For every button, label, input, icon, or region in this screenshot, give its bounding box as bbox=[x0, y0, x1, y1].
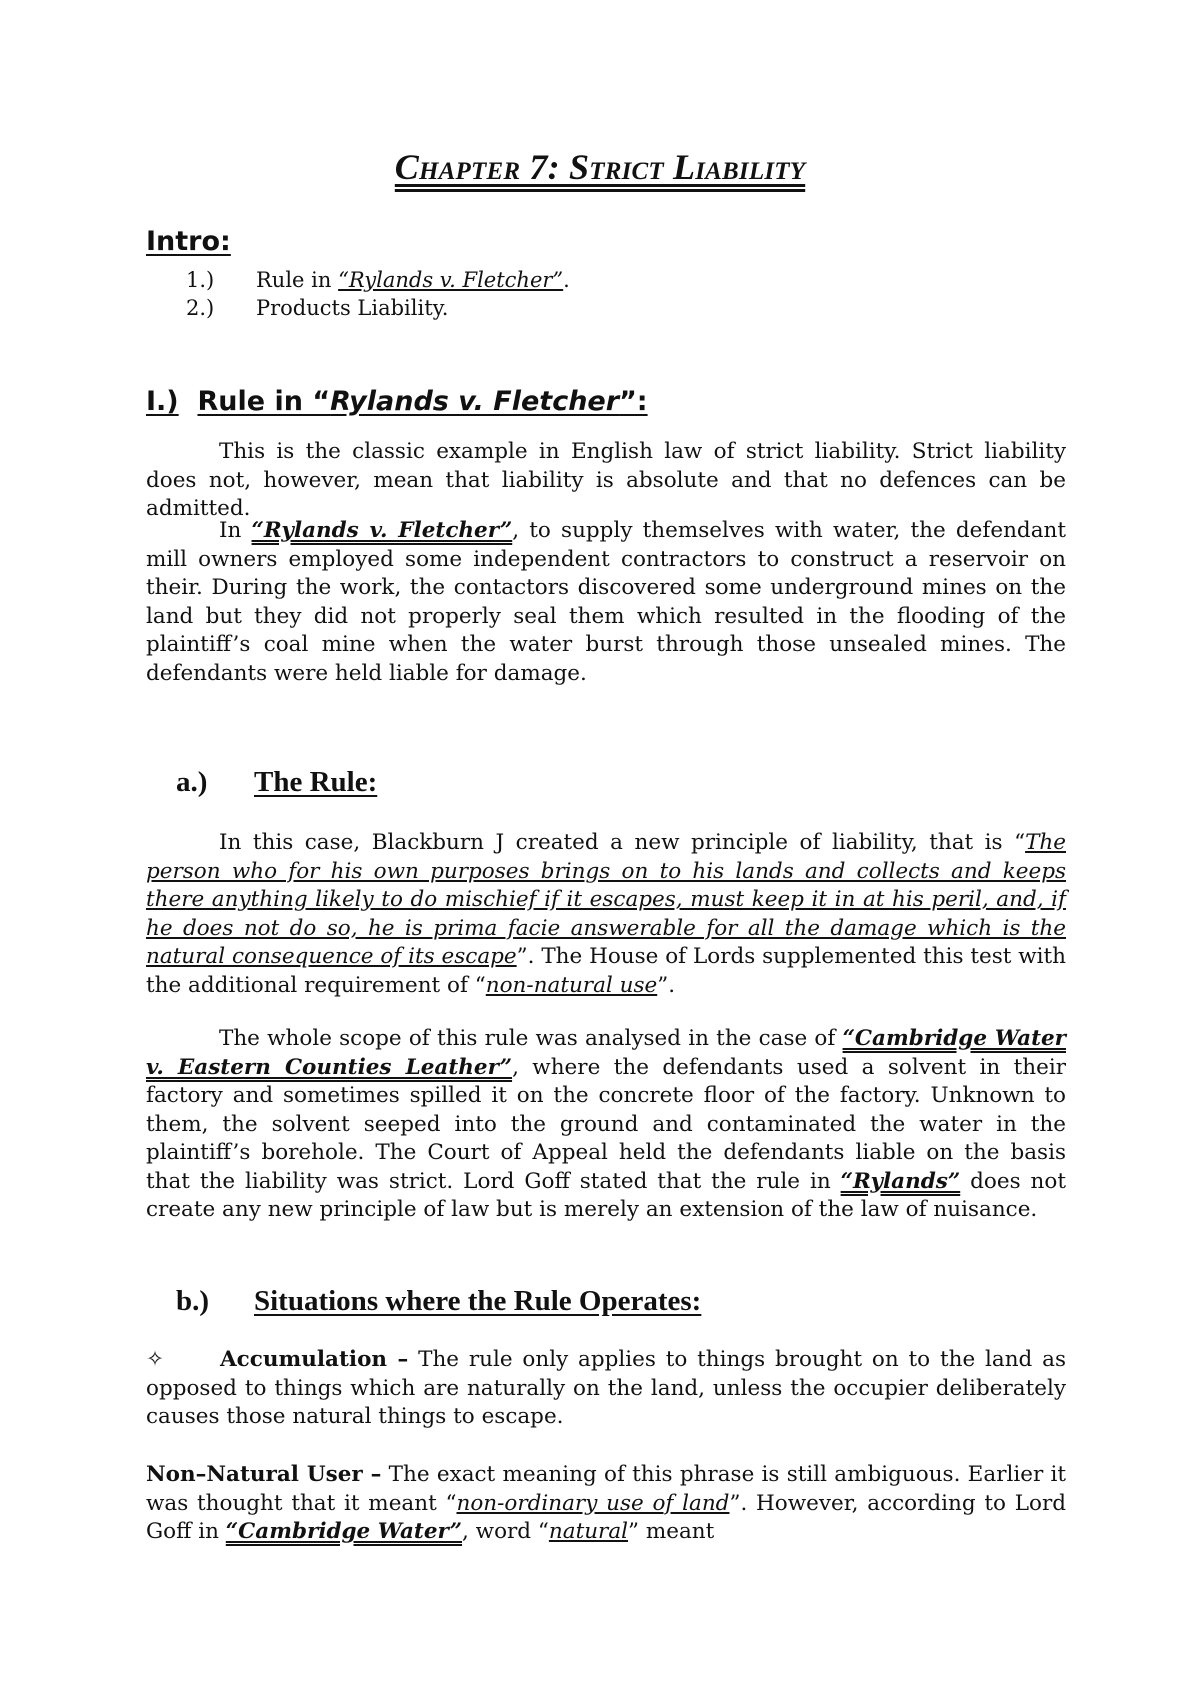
case-citation: “Rylands v. Fletcher” bbox=[251, 518, 513, 543]
intro-heading: Intro: bbox=[146, 226, 231, 257]
paragraph-rule: In this case, Blackburn J created a new principle of liability, that is “The person who for his own purposes brings on to his lands and collects and keeps there anything likely to do mischief if it escapes, must keep it in at his peril, and, if he does not do so, he is prima facie answerable for all the damage which is the natural consequence of its escape”. The House of Lords supplemented this test with the additional requirement of “non-natural use”. bbox=[146, 830, 1066, 998]
section-case-name: Rylands v. Fletcher bbox=[330, 386, 620, 417]
term-non-natural-user: Non–Natural User – bbox=[146, 1462, 382, 1487]
case-name: “Rylands v. Fletcher” bbox=[338, 268, 564, 292]
list-item: 2.) Products Liability. bbox=[186, 296, 449, 320]
chapter-title bbox=[0, 146, 1200, 188]
intro-list bbox=[186, 266, 570, 322]
section-number: I.) bbox=[146, 386, 179, 417]
case-citation: “Cambridge Water” bbox=[225, 1519, 463, 1544]
list-number: 2.) bbox=[186, 296, 215, 320]
list-number: 1.) bbox=[186, 268, 215, 292]
paragraph-non-natural-user: Non–Natural User – The exact meaning of this phrase is still ambiguous. Earlier it was thought that it meant “non-ordinary use of land”. However, according to Lord Goff in “Cambridge Water”, word “natural” meant bbox=[146, 1462, 1067, 1544]
paragraph-rylands-facts: In “Rylands v. Fletcher”, to supply themselves with water, the defendant mill owners employed some independent contractors to construct a reservoir on their. During the work, the contactors discovered some underground mines on the land but they did not properly seal them which resulted in the flooding of the plaintiff’s coal mine when the water burst through those unsealed mines. The defendants were held liable for damage. bbox=[146, 518, 1066, 686]
quoted-word: natural bbox=[548, 1519, 629, 1544]
list-item: 1.) Rule in “Rylands v. Fletcher”. bbox=[186, 268, 570, 292]
subheading-label: b.) bbox=[176, 1285, 210, 1317]
paragraph-cambridge-water: The whole scope of this rule was analysed in the case of “Cambridge Water v. Eastern Counties Leather”, where the defendants used a solvent in their factory and sometimes spilled it on the concrete floor of the factory. Unknown to them, the solvent seeped into the ground and contaminated the water in the plaintiff’s borehole. The Court of Appeal held the defendants liable on the basis that the liability was strict. Lord Goff stated that the rule in “Rylands” does not create any new principle of law but is merely an extension of the law of nuisance. bbox=[146, 1026, 1067, 1222]
subheading-title: Situations where the Rule Operates: bbox=[254, 1285, 702, 1317]
term: non-natural use bbox=[485, 972, 658, 998]
case-citation: “Rylands” bbox=[840, 1168, 961, 1194]
chapter-title-text: Chapter 7: Strict Liability bbox=[394, 147, 806, 187]
subheading-label: a.) bbox=[176, 766, 208, 798]
subheading-b bbox=[176, 1285, 701, 1318]
rule-quote: The person who for his own purposes brings on to his lands and collects and keeps there anything likely to do mischief if it escapes, must keep it in at his peril, and, if he does not do so, he is prima facie answerable for all the damage which is the natural consequence of its escape bbox=[146, 830, 1066, 969]
diamond-bullet-icon: ✧ bbox=[146, 1347, 165, 1372]
subheading-title: The Rule: bbox=[254, 766, 378, 798]
case-citation: “Cambridge Water v. Eastern Counties Leather” bbox=[146, 1026, 1067, 1080]
paragraph-accumulation: ✧ Accumulation – The rule only applies to things brought on to the land as opposed to things which are naturally on the land, unless the occupier deliberately causes those natural things to escape. bbox=[146, 1347, 1066, 1429]
quoted-phrase: non-ordinary use of land bbox=[456, 1490, 730, 1516]
section-heading: I.) Rule in “Rylands v. Fletcher”: bbox=[146, 386, 648, 417]
paragraph-intro: This is the classic example in English law of strict liability. Strict liability does not, however, mean that liability is absolute and that no defences can be admitted. bbox=[146, 439, 1066, 521]
term-accumulation: Accumulation – bbox=[220, 1347, 409, 1372]
subheading-a bbox=[176, 766, 377, 799]
